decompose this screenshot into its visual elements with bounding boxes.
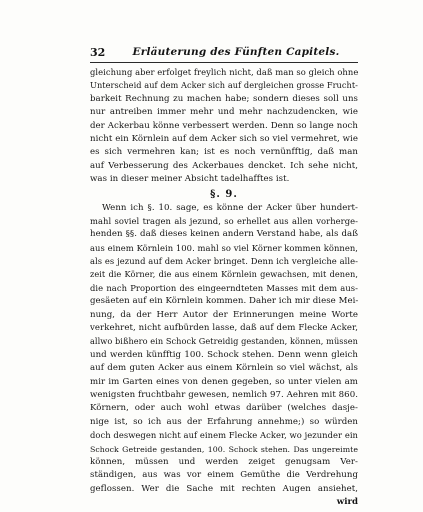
section-heading: §. 9. xyxy=(210,188,238,200)
text-line: nicht ein Körnlein auf dem Acker sich so viel vermehret, wie xyxy=(90,133,358,144)
text-line: gesäeten auf ein Körnlein kommen. Daher ich mir diese Mei- xyxy=(90,296,358,307)
text-line: mir im Garten eines von denen gegeben, so unter vielen am xyxy=(90,376,358,387)
text-line: nige ist, so ich aus der Erfahrung annehme;) so würden xyxy=(90,416,358,427)
text-line: henden §§. daß dieses keinen andern Verstand habe, als daß xyxy=(90,229,358,240)
text-line: wenigsten fruchtbahr gewesen, nemlich 97. Aehren mit 860. xyxy=(90,389,358,400)
paragraph-1 xyxy=(90,66,358,187)
text-line: aus einem Körnlein 100. mahl so viel Körner kommen können, xyxy=(90,242,358,253)
running-title: Erläuterung des Fünften Capitels. xyxy=(132,46,340,58)
text-line: nur antreiben immer mehr und mehr nachzudencken, wie xyxy=(90,107,358,118)
text-line: als es jezund auf dem Acker bringet. Denn ich vergleiche alle- xyxy=(90,256,358,267)
text-line: Schock Getreide gestanden, 100. Schock stehen. Das ungereimte xyxy=(90,444,358,454)
text-line: doch deswegen nicht auf einem Flecke Acker, wo jezunder ein xyxy=(90,430,358,441)
text-line: der Ackerbau könne verbessert werden. Denn so lange noch xyxy=(90,120,358,131)
text-line: barkeit Rechnung zu machen habe; sondern dieses soll uns xyxy=(90,93,358,104)
text-line: Wenn ich §. 10. sage, es könne der Acker über hundert- xyxy=(102,202,358,213)
text-line: was in dieser meiner Absicht tadelhafftes ist. xyxy=(90,174,290,185)
paragraph-2 xyxy=(90,202,358,497)
text-line: auf Verbesserung des Ackerbaues dencket. Ich sehe nicht, xyxy=(90,160,358,171)
text-line: auf dem guten Acker aus einem Körnlein so viel wächst, als xyxy=(90,363,358,374)
running-head xyxy=(90,44,358,64)
text-line: geflossen. Wer die Sache mit rechten Augen ansiehet, xyxy=(90,483,358,494)
text-line: Körnern, oder auch wohl etwas darüber (welches dasje- xyxy=(90,403,358,414)
body-text xyxy=(90,66,358,509)
text-line: Unterscheid auf dem Acker sich auf dergleichen grosse Frucht- xyxy=(90,80,358,91)
text-line: allwo bißhero ein Schock Getreidig gestanden, können, müssen xyxy=(90,336,358,347)
page-number: 32 xyxy=(90,46,106,59)
text-line: verkehret, nicht aufbürden lasse, daß auf dem Flecke Acker, xyxy=(90,323,358,334)
text-line: und werden künfftig 100. Schock stehen. Denn wenn gleich xyxy=(90,349,358,360)
text-line: die nach Proportion des eingeerndteten Masses mit dem aus- xyxy=(90,282,358,293)
text-line: gleichung aber erfolget freylich nicht, daß man so gleich ohne xyxy=(90,67,358,77)
header-rule xyxy=(90,62,358,63)
text-line: nung, da der Herr Autor der Erinnerungen meine Worte xyxy=(90,309,358,320)
text-line: können, müssen und werden zeiget genugsam Ver- xyxy=(90,456,358,467)
text-line: ständigen, aus was vor einem Gemüthe die Verdrehung xyxy=(90,470,358,481)
catchword: wird xyxy=(336,497,358,508)
text-line: mahl soviel tragen als jezund, so erhellet aus allen vorherge- xyxy=(90,215,358,226)
text-line: es sich vermehren kan; ist es noch vernünfftig, daß man xyxy=(90,147,358,158)
text-line: zeit die Körner, die aus einem Körnlein gewachsen, mit denen, xyxy=(90,269,358,280)
